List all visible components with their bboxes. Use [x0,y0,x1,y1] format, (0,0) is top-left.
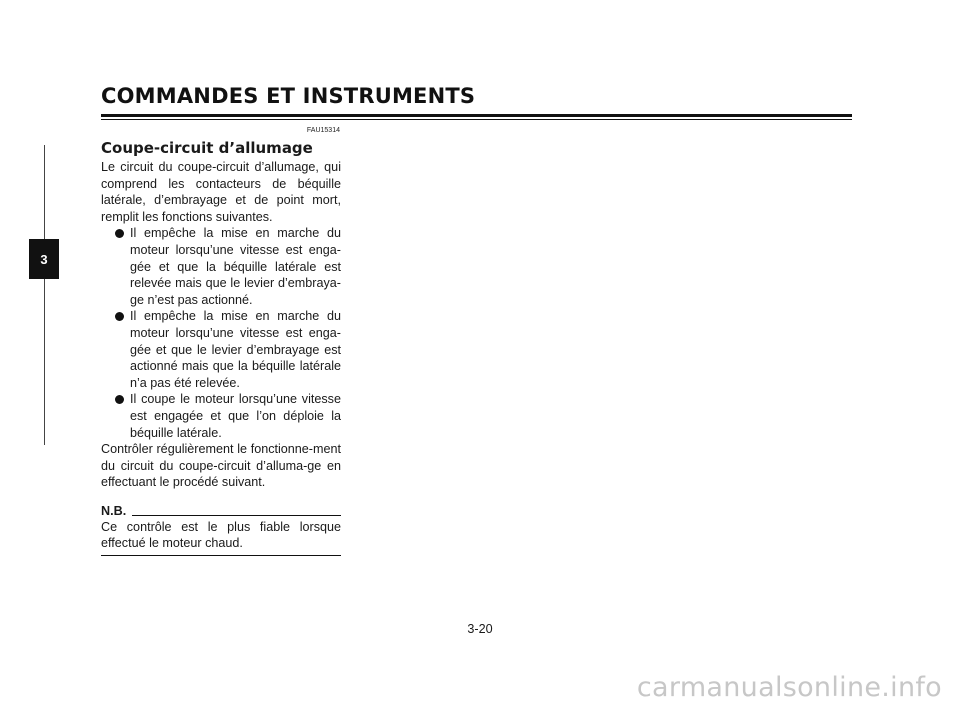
bullet-icon [115,395,124,404]
list-item-text: Il empêche la mise en marche du moteur lorsqu’une vitesse est enga-gée et que le levier d’embrayage est actionné mais que la béquille latérale n’a pas été relevée. [130,309,341,390]
header-rule-thin [101,119,852,120]
list-item [101,391,341,441]
page-header-title: COMMANDES ET INSTRUMENTS [101,84,476,108]
note-rule [132,515,341,516]
chapter-tab: 3 [29,239,59,279]
intro-paragraph: Le circuit du coupe-circuit d’allumage, qui comprend les contacteurs de béquille latérale, d’embrayage et de point mort, remplit les fonctions suivantes. [101,160,341,224]
content-column [101,138,341,556]
note-header [101,503,341,519]
list-item-text: Il empêche la mise en marche du moteur lorsqu’une vitesse est enga-gée et que la béquille latérale est relevée mais que le levier d’embraya-ge n’est pas actionné. [130,226,341,307]
watermark-text: carmanualsonline.info [636,672,942,703]
bullet-icon [115,229,124,238]
note-bottom-rule [101,555,341,556]
function-list [101,225,341,441]
note-text: Ce contrôle est le plus fiable lorsque effectué le moteur chaud. [101,519,341,551]
list-item-text: Il coupe le moteur lorsqu’une vitesse est engagée et que l’on déploie la béquille latérale. [130,392,341,440]
section-title: Coupe-circuit d’allumage [101,139,313,157]
header-rule-thick [101,114,852,117]
note-label: N.B. [101,503,127,518]
procedure-paragraph: Contrôler régulièrement le fonctionne-ment du circuit du coupe-circuit d’alluma-ge en effectuant le procédé suivant. [101,442,341,490]
list-item [101,225,341,308]
page-number: 3-20 [467,622,493,636]
section-code: FAU15314 [306,127,340,134]
list-item [101,308,341,391]
chapter-side-line [44,145,45,445]
bullet-icon [115,312,124,321]
